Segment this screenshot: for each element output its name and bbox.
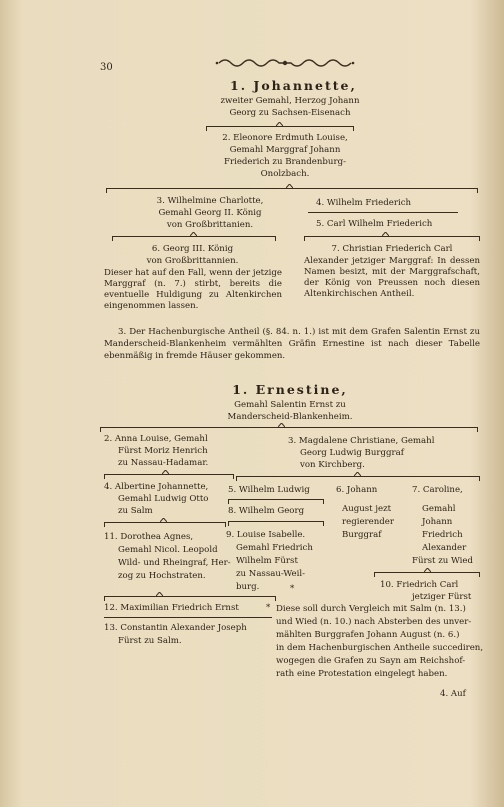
tree2-bracket-caroline — [374, 572, 480, 573]
entry-line: Friedrich — [422, 530, 463, 540]
tree2-maximilian: 12. Maximilian Friedrich Ernst — [104, 603, 239, 613]
header-ornament — [215, 56, 355, 70]
entry-line: Friederich zu Brandenburg- — [224, 157, 346, 167]
tree2-bracket-wilhelm-georg — [228, 521, 324, 522]
tree1-bracket-georg — [112, 236, 276, 237]
bracket-tick — [353, 126, 354, 131]
tree1-bracket-children — [106, 188, 478, 189]
footnote-line: und Wied (n. 10.) nach Absterben des unver- — [276, 617, 472, 627]
entry-line: Fürst zu Wied — [412, 556, 474, 566]
bracket-tick — [106, 188, 107, 193]
entry-line: von Kirchberg. — [300, 460, 365, 470]
entry-line: 2. Eleonore Erdmuth Louise, — [222, 133, 348, 143]
entry-line: 13. Constantin Alexander Joseph — [104, 623, 247, 633]
tree2-caroline: 7. Caroline, — [412, 485, 463, 495]
footnote-line: wogegen die Grafen zu Sayn am Reichshof- — [276, 656, 466, 666]
entry-line: 2. Anna Louise, Gemahl — [104, 434, 208, 444]
bracket-tick — [104, 474, 105, 479]
tree1-bracket-christian — [304, 236, 480, 237]
tree1-head-line: zweiter Gemahl, Herzog Johann — [220, 96, 360, 106]
entry-line: Wilhelm Fürst — [236, 556, 298, 566]
tree2-bracket-dorothea — [104, 596, 276, 597]
tree1-head-name: 1. Johannette, — [230, 78, 357, 93]
bracket-tick — [112, 236, 113, 241]
entry-line: zu Nassau-Weil- — [236, 569, 305, 579]
tree1-head-line: Georg zu Sachsen-Eisenach — [229, 108, 351, 118]
entry-line: 10. Friedrich Carl — [380, 580, 459, 590]
tree2-bracket-albertine — [104, 522, 226, 523]
tree1-wilhelm: 4. Wilhelm Friederich — [316, 198, 412, 208]
bracket-tick — [228, 521, 229, 526]
tree2-head-line: Manderscheid-Blankenheim. — [227, 412, 353, 422]
footnote-line: rath eine Protestation eingelegt haben. — [276, 669, 448, 679]
entry-line: Gemahl Nicol. Leopold — [118, 545, 218, 555]
bracket-tick — [206, 126, 207, 131]
bracket-caret — [160, 518, 167, 522]
entry-line: burg. — [236, 582, 260, 592]
entry-line: 3. Magdalene Christiane, Gemahl — [288, 436, 435, 446]
bracket-caret — [190, 232, 197, 236]
catchword: 4. Auf — [440, 689, 466, 699]
bracket-caret — [286, 184, 293, 188]
bracket-caret — [162, 470, 169, 474]
entry-line: Alexander — [422, 543, 467, 553]
tree2-head-line: Gemahl Salentin Ernst zu — [234, 400, 346, 410]
entry-line: Gemahl Georg II. König — [158, 208, 262, 218]
tree1-carl-wilhelm: 5. Carl Wilhelm Friederich — [316, 219, 433, 229]
entry-line: Johann — [422, 517, 453, 527]
entry-line: Georg Ludwig Burggraf — [300, 448, 404, 458]
bracket-tick — [275, 596, 276, 601]
bracket-caret — [424, 568, 431, 572]
tree2-johann: 6. Johann — [336, 485, 378, 495]
entry-line: Gemahl — [422, 504, 456, 514]
bracket-caret — [354, 472, 361, 476]
tree1-georg-note: Dieser hat auf den Fall, wenn der jetzige Marggraf (n. 7.) stirbt, bereits die eventuelle Huldigung zu Altenkirchen eingenommen lassen. — [104, 268, 282, 311]
bracket-tick — [233, 474, 234, 479]
bracket-tick — [100, 427, 101, 432]
entry-line: von Großbrittanien. — [166, 220, 254, 230]
bracket-tick — [479, 572, 480, 577]
bracket-caret — [276, 122, 283, 126]
page-number: 30 — [100, 62, 113, 73]
tree2-rule-maximilian — [104, 617, 272, 618]
entry-line: Wild- und Rheingraf, Her- — [118, 558, 231, 568]
entry-line: zu Salm — [118, 506, 153, 516]
bracket-caret — [278, 423, 285, 427]
footnote-asterisk: * — [266, 603, 271, 613]
footnote-line: Diese soll durch Vergleich mit Salm (n. 13.) — [276, 604, 466, 614]
tree2-bracket-wilhelm-ludwig — [228, 499, 324, 500]
bracket-tick — [275, 236, 276, 241]
bracket-tick — [104, 522, 105, 527]
entry-line: Fürst zu Salm. — [118, 636, 182, 646]
entry-line: 9. Louise Isabelle. — [226, 530, 306, 540]
footnote-line: mählten Burggrafen Johann August (n. 6.) — [276, 630, 460, 640]
entry-line: Onolzbach. — [260, 169, 310, 179]
tree2-head-name: 1. Ernestine, — [232, 382, 348, 397]
bracket-tick — [479, 476, 480, 481]
bracket-tick — [477, 427, 478, 432]
tree1-bracket-head — [206, 126, 354, 127]
tree2-wilhelm-georg: 8. Wilhelm Georg — [228, 506, 305, 516]
entry-line: 4. Albertine Johannette, — [104, 482, 209, 492]
bracket-tick — [104, 596, 105, 601]
entry-line: jetziger Fürst — [412, 592, 472, 602]
entry-line: regierender — [342, 517, 394, 527]
entry-line: 6. Georg III. König — [151, 244, 234, 254]
entry-line: Burggraf — [342, 530, 382, 540]
bracket-tick — [323, 521, 324, 526]
entry-line: Fürst Moriz Henrich — [118, 446, 208, 456]
paragraph-3: 3. Der Hachenburgische Antheil (§. 84. n. 1.) ist mit dem Grafen Salentin Ernst zu Manderscheid-Blankenheim vermählten Gräfin Ernestine ist nach dieser Tabelle ebenmäßig in fremde Häuser gekommen. — [104, 327, 480, 361]
bracket-tick — [477, 188, 478, 193]
entry-line: Gemahl Ludwig Otto — [118, 494, 209, 504]
entry-line: zu Nassau-Hadamar. — [118, 458, 209, 468]
bracket-tick — [479, 236, 480, 241]
entry-line: von Großbrittannien. — [146, 256, 239, 266]
tree1-bracket-small — [308, 212, 458, 213]
bracket-tick — [236, 476, 237, 481]
bracket-tick — [304, 236, 305, 241]
tree2-bracket-anna — [104, 474, 234, 475]
entry-line: Gemahl Marggraf Johann — [229, 145, 341, 155]
bracket-tick — [225, 522, 226, 527]
bracket-caret — [156, 592, 163, 596]
entry-line: 3. Wilhelmine Charlotte, — [156, 196, 264, 206]
entry-line: 7. Christian Friederich Carl — [331, 244, 453, 254]
entry-line: August jezt — [342, 504, 392, 514]
bracket-tick — [228, 499, 229, 504]
entry-line: 11. Dorothea Agnes, — [104, 532, 194, 542]
bracket-tick — [323, 499, 324, 504]
tree2-wilhelm-ludwig: 5. Wilhelm Ludwig — [228, 485, 310, 495]
tree2-bracket-magdalene — [236, 476, 480, 477]
bracket-caret — [382, 232, 389, 236]
entry-text: Alexander jetziger Marggraf: In dessen Namen besizt, mit der Marggrafschaft, der König von Preussen noch diesen Altenkirchischen Antheil. — [304, 256, 480, 299]
entry-line: Gemahl Friedrich — [236, 543, 313, 553]
asterisk-mark: * — [290, 584, 295, 594]
entry-line: zog zu Hochstraten. — [118, 571, 206, 581]
footnote-line: in dem Hachenburgischen Antheile succediren, — [276, 643, 484, 653]
bracket-tick — [374, 572, 375, 577]
tree2-bracket-main — [100, 427, 478, 428]
